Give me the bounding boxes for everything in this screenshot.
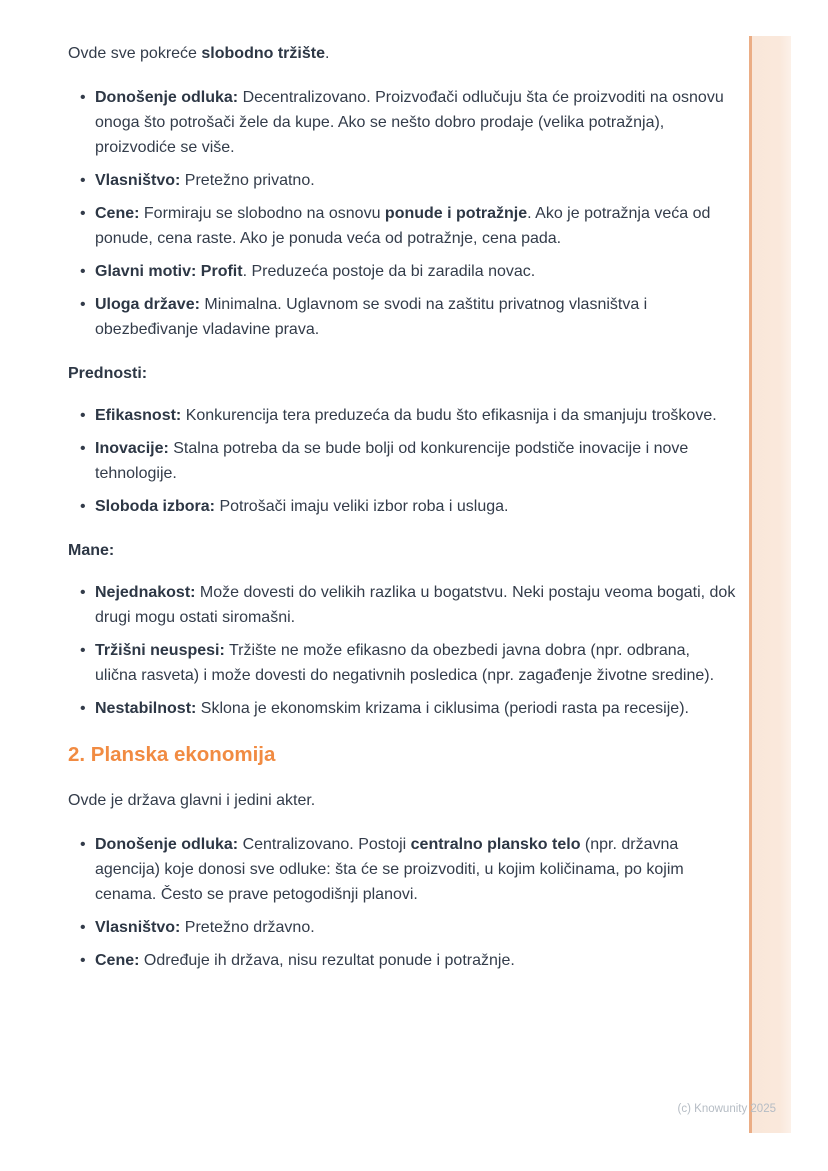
list-item-bold-text: Tržišni neuspesi: xyxy=(95,642,225,659)
list-item xyxy=(80,292,736,342)
paragraph-text: Ovde sve pokreće xyxy=(68,45,202,62)
list-item-text: Konkurencija tera preduzeća da budu što efikasnija i da smanjuju troškove. xyxy=(181,407,717,424)
list-item-text: Pretežno državno. xyxy=(180,919,315,936)
list-item-bold-text: Sloboda izbora: xyxy=(95,498,215,515)
list-item-bold-text: Donošenje odluka: xyxy=(95,836,239,853)
disadvantages-heading: Mane: xyxy=(68,542,115,559)
list-item-bold-text: Nestabilnost: xyxy=(95,700,197,717)
list-item xyxy=(80,403,736,428)
planned-features-list xyxy=(68,832,736,973)
list-item-bold-text: Inovacije: xyxy=(95,440,169,457)
list-item xyxy=(80,168,736,193)
paragraph-bold-text: slobodno tržište xyxy=(201,45,325,62)
list-item-bold-text: Cene: xyxy=(95,952,140,969)
list-item xyxy=(80,696,736,721)
document-content xyxy=(68,41,736,992)
list-item-bold-text: Cene: xyxy=(95,205,140,222)
market-features-list xyxy=(68,85,736,342)
list-item-bold-text: Donošenje odluka: xyxy=(95,89,239,106)
planned-intro-paragraph: Ovde je država glavni i jedini akter. xyxy=(68,792,316,809)
list-item-text: Decentralizovano. Proizvođači odlučuju šta će proizvoditi na osnovu onoga što potrošači žele da kupe. Ako se nešto dobro prodaje (velika potražnja), proizvodiće se više. xyxy=(95,89,724,156)
list-item xyxy=(80,580,736,630)
planned-economy-heading: 2. Planska ekonomija xyxy=(68,743,276,766)
list-item-text: Sklona je ekonomskim krizama i ciklusima (periodi rasta pa recesije). xyxy=(196,700,689,717)
list-item-text: . Ako je potražnja veća od ponude, cena raste. Ako je ponuda veća od potražnje, cena pada. xyxy=(95,205,711,247)
list-item-text: Stalna potreba da se bude bolji od konkurencije podstiče inovacije i nove tehnologije. xyxy=(95,440,689,482)
advantages-list xyxy=(68,403,736,519)
list-item-bold-text: centralno plansko telo xyxy=(410,836,581,853)
list-item-text: Određuje ih država, nisu rezultat ponude i potražnje. xyxy=(139,952,515,969)
list-item xyxy=(80,201,736,251)
list-item-text: Pretežno privatno. xyxy=(180,172,315,189)
intro-paragraph xyxy=(68,41,736,66)
list-item xyxy=(80,259,736,284)
list-item xyxy=(80,494,736,519)
list-item-bold-text: Vlasništvo: xyxy=(95,919,181,936)
list-item xyxy=(80,85,736,160)
list-item xyxy=(80,638,736,688)
list-item-bold-text: Efikasnost: xyxy=(95,407,182,424)
list-item xyxy=(80,436,736,486)
list-item xyxy=(80,832,736,907)
list-item-text: Minimalna. Uglavnom se svodi na zaštitu privatnog vlasništva i obezbeđivanje vladavine prava. xyxy=(95,296,648,338)
list-item-text: Tržište ne može efikasno da obezbedi javna dobra (npr. odbrana, ulična rasveta) i može dovesti do negativnih posledica (npr. zagađenje životne sredine). xyxy=(95,642,715,684)
advantages-heading: Prednosti: xyxy=(68,365,148,382)
list-item-bold-text: Uloga države: xyxy=(95,296,200,313)
page-edge-strip xyxy=(749,36,791,1133)
list-item-bold-text: Glavni motiv: Profit xyxy=(95,263,243,280)
list-item-text: Formiraju se slobodno na osnovu xyxy=(139,205,385,222)
list-item-text: Centralizovano. Postoji xyxy=(238,836,411,853)
list-item xyxy=(80,948,736,973)
list-item-bold-text: Nejednakost: xyxy=(95,584,196,601)
paragraph-text: . xyxy=(324,45,330,62)
list-item-bold-text: Vlasništvo: xyxy=(95,172,181,189)
disadvantages-list xyxy=(68,580,736,721)
list-item-text: (npr. državna agencija) koje donosi sve odluke: šta će se proizvoditi, u kojim količinama, po kojim cenama. Često se prave petogodišnji planovi. xyxy=(95,836,684,903)
list-item-text: . Preduzeća postoje da bi zaradila novac. xyxy=(242,263,536,280)
copyright-footer: (c) Knowunity 2025 xyxy=(677,1103,776,1115)
list-item xyxy=(80,915,736,940)
list-item-text: Potrošači imaju veliki izbor roba i usluga. xyxy=(215,498,509,515)
list-item-text: Može dovesti do velikih razlika u bogatstvu. Neki postaju veoma bogati, dok drugi mogu ostati siromašni. xyxy=(95,584,736,626)
list-item-bold-text: ponude i potražnje xyxy=(384,205,528,222)
